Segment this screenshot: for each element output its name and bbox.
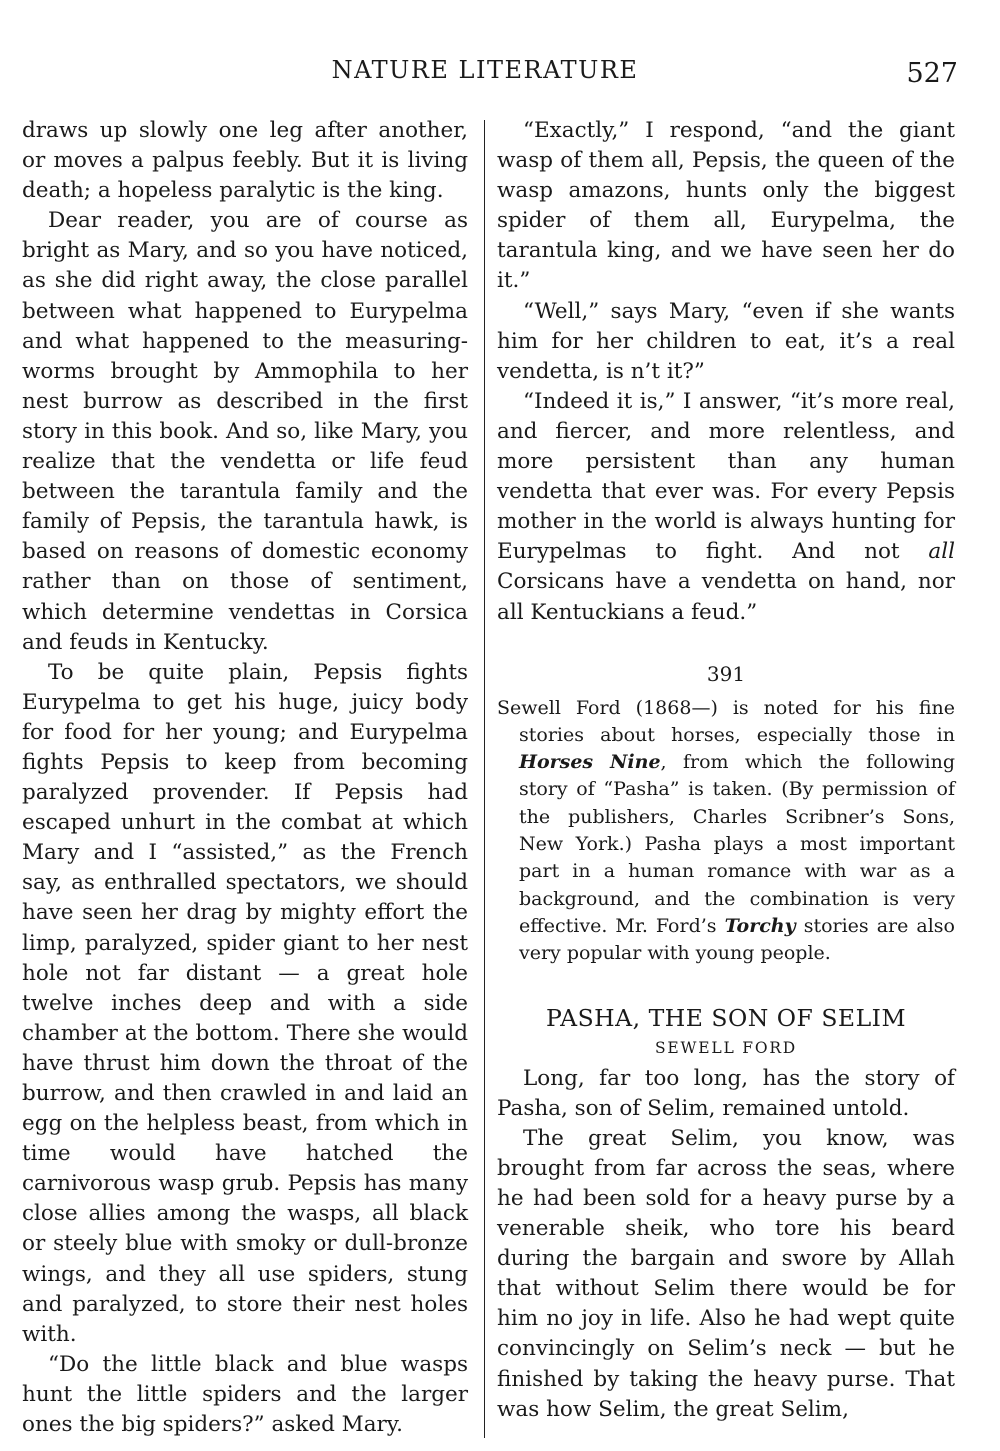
- column-divider: [484, 120, 485, 1438]
- paragraph: “Exactly,” I respond, “and the giant wasp of them all, Pepsis, the queen of the wasp amazons, hunts only the biggest spider of them all, Eurypelma, the tarantula king, and we have seen her do it.”: [497, 118, 955, 294]
- page-header: [0, 56, 1000, 92]
- running-title: NATURE LITERATURE: [331, 56, 639, 84]
- selection-number: 391: [706, 661, 746, 686]
- paragraph: “Indeed it is,” I answer, “it’s more real, and fiercer, and more relentless, and more persistent than any human vendetta that ever was. For every Pepsis mother in the world is always hunting for Eurypelmas to fight. And not all Corsicans have a vendetta on hand, nor all Kentuckians a feud.”: [497, 388, 955, 625]
- paragraph: Long, far too long, has the story of Pasha, son of Selim, remained untold.: [497, 1065, 955, 1121]
- right-column: [497, 116, 955, 1425]
- paragraph: draws up slowly one leg after another, or moves a palpus feebly. But it is living death; a hopeless paralytic is the king.: [22, 118, 468, 204]
- spacer: [497, 628, 955, 659]
- paragraph: “Well,” says Mary, “even if she wants him for her children to eat, it’s a real vendetta, is n’t it?”: [497, 298, 955, 384]
- author-note: Sewell Ford (1868—) is noted for his fine stories about horses, especially those in Horses Nine, from which the following story of “Pasha” is taken. (By permission of the publishers, Charles Scribner’s Sons, New York.) Pasha plays a most important part in a human romance with war as a background, and the combination is very effective. Mr. Ford’s Torchy stories are also very popular with young people.: [497, 696, 955, 965]
- paragraph: “Do the little black and blue wasps hunt the little spiders and the larger ones the big spiders?” asked Mary.: [22, 1351, 468, 1438]
- story-author: SEWELL FORD: [654, 1038, 798, 1057]
- paragraph: Dear reader, you are of course as bright as Mary, and so you have noticed, as she did right away, the close parallel between what happened to Eurypelma and what happened to the measuring-worms brought by Ammophila to her nest burrow as described in the first story in this book. And so, like Mary, you realize that the vendetta or life feud between the tarantula family and the family of Pepsis, the tarantula hawk, is based on reasons of domestic economy rather than on those of sentiment, which determine vendettas in Corsica and feuds in Kentucky.: [22, 208, 468, 655]
- story-title: PASHA, THE SON OF SELIM: [545, 1003, 907, 1032]
- paragraph: To be quite plain, Pepsis fights Eurypelma to get his huge, juicy body for food for her young; and Eurypelma fights Pepsis to keep from becoming paralyzed provender. If Pepsis had escaped unhurt in the combat at which Mary and I “assisted,” as the French say, as enthralled spectators, we should have seen her drag by mighty effort the limp, paralyzed, spider giant to her nest hole not far distant — a great hole twelve inches deep and with a side chamber at the bottom. There she would have thrust him down the throat of the burrow, and then crawled in and laid an egg on the helpless beast, from which in time would have hatched the carnivorous wasp grub. Pepsis has many close allies among the wasps, all black or steely blue with smoky or dull-bronze wings, and they all use spiders, stung and paralyzed, to store their nest holes with.: [22, 659, 468, 1347]
- page-number: 527: [906, 58, 958, 89]
- book-title: Horses Nine: [519, 751, 661, 774]
- series-title: Torchy: [724, 914, 796, 937]
- left-column: [22, 116, 468, 1440]
- emphasis: all: [928, 539, 955, 565]
- paragraph: The great Selim, you know, was brought from far across the seas, where he had been sold for a heavy purse by a venerable sheik, who tore his beard during the bargain and swore by Allah that without Selim there would be for him no joy in life. Also he had wept quite convincingly on Selim’s neck — but he finished by taking the heavy purse. That was how Selim, the great Selim,: [497, 1125, 955, 1422]
